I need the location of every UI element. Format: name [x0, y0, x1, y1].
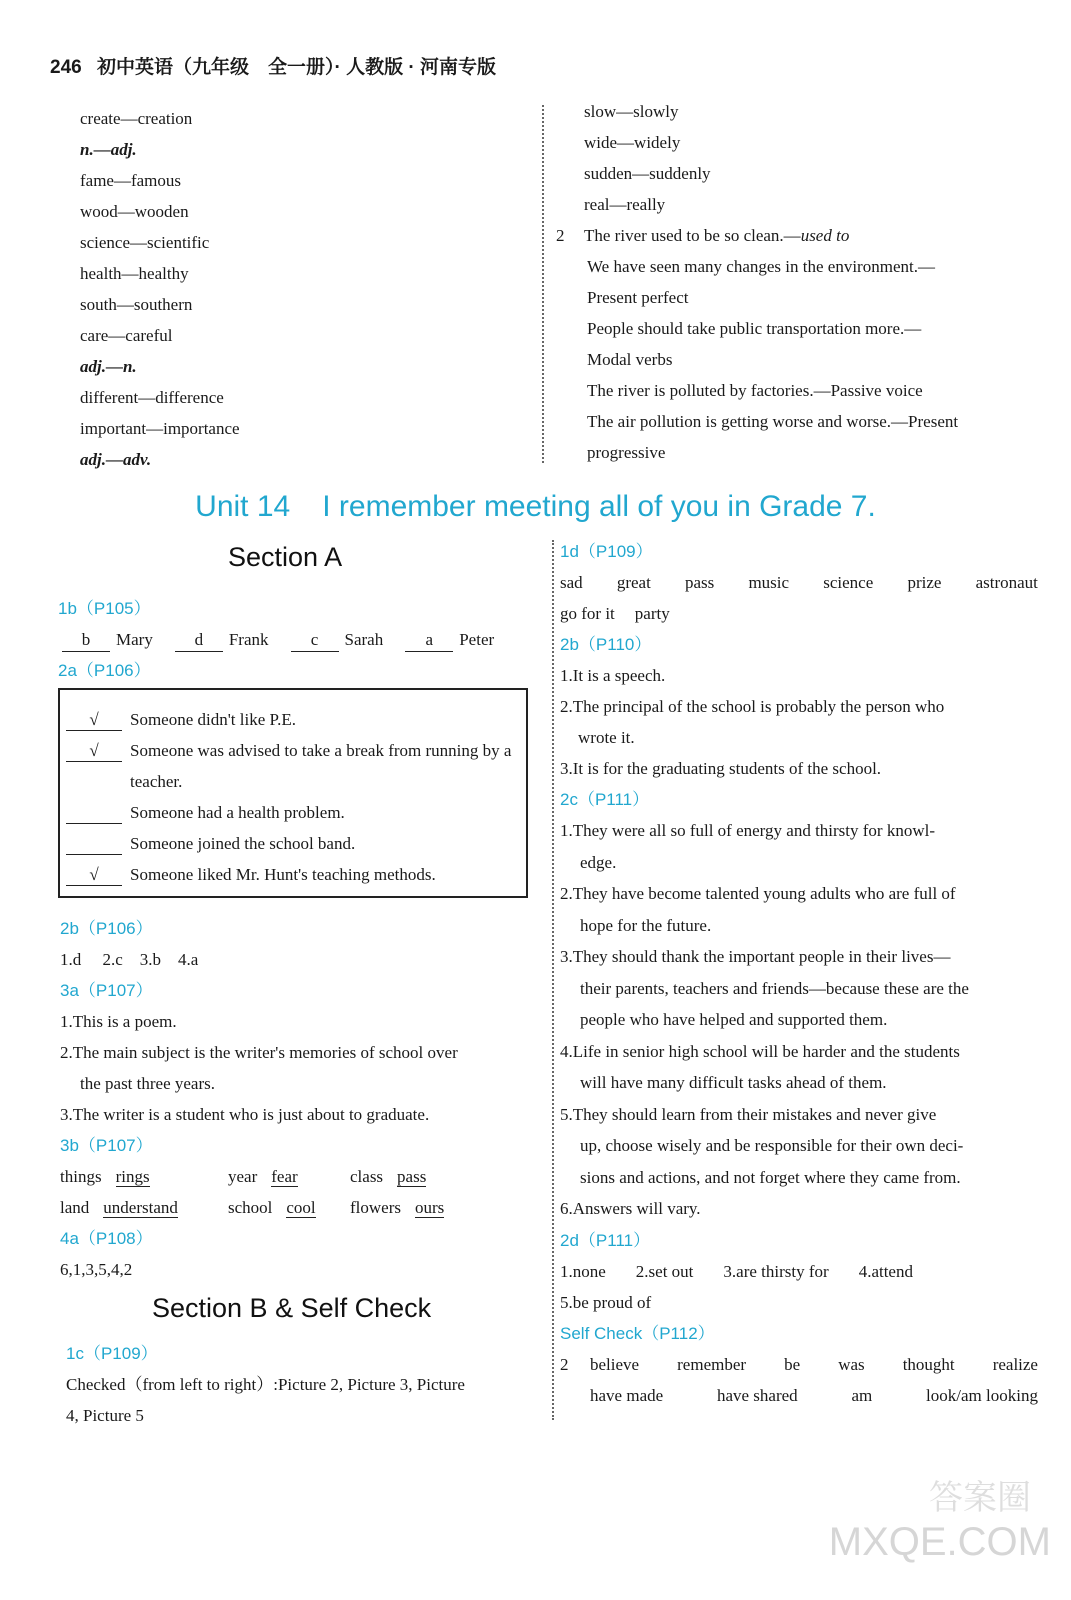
word: science	[823, 573, 874, 592]
word: sad	[560, 573, 583, 592]
sentence-line: We have seen many changes in the environment.—	[587, 257, 935, 276]
answer-pair-1b	[62, 624, 153, 655]
person-name: Sarah	[344, 630, 384, 649]
answer-blank: b	[62, 629, 110, 652]
sentence-text: The river used to be so clean.—	[584, 226, 801, 245]
self-check-row1	[560, 1349, 1038, 1380]
word-pair: wide—widely	[584, 133, 681, 152]
answer: 1.none	[560, 1261, 606, 1281]
label-3b: 3b（P107）	[60, 1136, 153, 1155]
word: music	[748, 573, 790, 592]
section-b-left	[66, 1338, 546, 1431]
word: go for it	[560, 604, 615, 623]
part-of-speech-heading: adj.—n.	[80, 357, 137, 376]
answer-line: will have many difficult tasks ahead of them.	[580, 1073, 887, 1092]
rhyme-pair	[228, 1161, 350, 1192]
word: astronaut	[975, 573, 1038, 592]
self-check-row2	[560, 1380, 1038, 1411]
rhyme-word: understand	[103, 1198, 178, 1217]
word: year	[228, 1167, 258, 1186]
sentence-line: The air pollution is getting worse and worse.—Present	[587, 412, 959, 431]
answers-1d-row2	[560, 598, 1038, 629]
answer-line: 4, Picture 5	[66, 1406, 144, 1425]
check-mark: √	[66, 704, 122, 731]
answer-blank: c	[291, 629, 339, 652]
answer-line: 3.It is for the graduating students of the school.	[560, 759, 882, 778]
answer: 3.are thirsty for	[723, 1261, 829, 1281]
answer-line: 6.Answers will vary.	[560, 1199, 701, 1218]
rhyme-row	[60, 1192, 540, 1223]
checklist-text: Someone didn't like P.E.	[130, 710, 296, 729]
word-pair: different—difference	[80, 388, 224, 407]
rhyme-pair	[350, 1161, 470, 1192]
word-pair: south—southern	[80, 295, 193, 314]
top-divider	[542, 105, 544, 463]
answer-line: 1.This is a poem.	[60, 1012, 177, 1031]
answers-2b-right	[560, 660, 1038, 784]
checklist-text: Someone was advised to take a break from running by a teacher.	[130, 741, 512, 791]
answer-line: 2.The principal of the school is probably the person who	[560, 697, 945, 716]
right-column	[560, 536, 1038, 1411]
top-left-word-list	[80, 103, 240, 475]
sentence-line: People should take public transportation more.—	[587, 319, 922, 338]
label-1c: 1c（P109）	[66, 1344, 158, 1363]
answers-2d-row2: 5.be proud of	[560, 1292, 652, 1312]
item-number: 2	[556, 226, 565, 245]
item-2-first-line	[556, 220, 1036, 251]
checklist-row	[60, 735, 526, 797]
answer-line: edge.	[580, 852, 617, 872]
person-name: Mary	[116, 630, 153, 649]
answer-line: 1.It is a speech.	[560, 666, 666, 685]
answer-line: 2.The main subject is the writer's memories of school over	[60, 1043, 458, 1062]
unit-title	[0, 490, 1071, 524]
check-mark	[66, 797, 122, 824]
label-self-check: Self Check（P112）	[560, 1323, 715, 1343]
word-pair: wood—wooden	[80, 202, 189, 221]
verb-form: realize	[992, 1354, 1038, 1374]
answer-blank: d	[175, 629, 223, 652]
checklist-row	[60, 859, 526, 890]
answer-line: people who have helped and supported them.	[580, 1010, 888, 1029]
page-number: 246	[50, 57, 82, 78]
label-2a: 2a（P106）	[58, 661, 151, 680]
main-divider	[552, 540, 554, 1420]
rhyme-word: fear	[271, 1167, 298, 1186]
answer: 2.set out	[635, 1261, 694, 1281]
person-name: Frank	[228, 630, 269, 649]
answer-line: their parents, teachers and friends—because these are the	[580, 978, 969, 998]
verb-form: believe	[590, 1354, 640, 1374]
part-of-speech-heading: adj.—adv.	[80, 450, 152, 469]
rhyme-row	[60, 1161, 540, 1192]
verb-form: be	[784, 1354, 801, 1374]
verb-form: was	[838, 1354, 865, 1374]
answers-3a	[60, 1006, 540, 1130]
label-2c: 2c（P111）	[560, 790, 650, 809]
checklist-box-2a	[58, 688, 528, 898]
word-pair: fame—famous	[80, 171, 182, 190]
top-right-list	[556, 96, 1036, 468]
rhyme-word: pass	[397, 1167, 427, 1186]
answers-2b: 1.d 2.c 3.b 4.a	[60, 950, 199, 969]
checklist-text: Someone liked Mr. Hunt's teaching methods.	[130, 865, 436, 884]
word: land	[60, 1198, 90, 1217]
section-a-left-lower	[60, 913, 540, 1285]
answer-pair-1b	[175, 624, 269, 655]
sentence-line: Modal verbs	[587, 350, 673, 369]
word: flowers	[350, 1198, 401, 1217]
section-b-title: Section B & Self Check	[152, 1293, 432, 1323]
verb-form: remember	[677, 1354, 747, 1374]
label-4a: 4a（P108）	[60, 1229, 153, 1248]
word: pass	[685, 573, 715, 592]
check-mark: √	[66, 859, 122, 886]
word-pair: slow—slowly	[584, 102, 679, 121]
person-name: Peter	[459, 630, 495, 649]
answer-pair-1b	[405, 624, 494, 655]
rhyme-word: cool	[286, 1198, 316, 1217]
answer: 4.attend	[858, 1261, 913, 1281]
word: party	[634, 604, 670, 623]
word: things	[60, 1167, 102, 1186]
label-1d: 1d（P109）	[560, 542, 653, 561]
answers-2c	[560, 815, 1038, 1225]
unit-number: Unit 14	[195, 490, 291, 523]
answers-1c	[66, 1369, 546, 1431]
label-3a: 3a（P107）	[60, 981, 153, 1000]
checklist-row	[60, 797, 526, 828]
label-2b: 2b（P106）	[60, 919, 153, 938]
rhyme-word: ours	[414, 1198, 445, 1217]
label-2b-right: 2b（P110）	[560, 635, 652, 654]
part-of-speech-heading: n.—adj.	[80, 140, 137, 159]
answer-line: 4.Life in senior high school will be harder and the students	[560, 1041, 960, 1061]
word-pair: real—really	[584, 195, 666, 214]
word-pair: health—healthy	[80, 264, 189, 283]
answer-line: hope for the future.	[580, 915, 712, 935]
answer-line: 3.They should thank the important people in their lives—	[560, 947, 951, 966]
answer-line: Checked（from left to right）:Picture 2, Picture 3, Picture	[66, 1375, 465, 1394]
label-2d: 2d（P111）	[560, 1230, 651, 1250]
verb-form: am	[851, 1385, 873, 1405]
answer-line: up, choose wisely and be responsible for their own deci-	[580, 1136, 964, 1155]
page-header	[50, 52, 496, 79]
section-a-left	[58, 593, 538, 686]
checklist-text: Someone had a health problem.	[130, 803, 345, 822]
check-mark: √	[66, 735, 122, 762]
sentence-line: progressive	[587, 443, 666, 462]
word: prize	[907, 573, 942, 592]
word-pair: create—creation	[80, 109, 193, 128]
word: class	[350, 1167, 384, 1186]
answer-line: 5.They should learn from their mistakes and never give	[560, 1104, 937, 1124]
word-pair: care—careful	[80, 326, 173, 345]
word-pair: sudden—suddenly	[584, 164, 711, 183]
answers-3b	[60, 1161, 540, 1223]
word: great	[616, 573, 651, 592]
unit-name: I remember meeting all of you in Grade 7.	[322, 490, 876, 523]
sentence-line: The river is polluted by factories.—Passive voice	[587, 381, 923, 400]
answer-pair-1b	[291, 624, 384, 655]
rhyme-pair	[60, 1161, 228, 1192]
answer-line: 3.The writer is a student who is just about to graduate.	[60, 1105, 430, 1124]
word: school	[228, 1198, 273, 1217]
sentence-line: Present perfect	[587, 288, 689, 307]
checklist-row	[60, 828, 526, 859]
watermark-logo: 答案圈	[929, 1479, 1031, 1517]
verb-form: have shared	[716, 1385, 798, 1405]
answer-blank: a	[405, 629, 453, 652]
answer-line: wrote it.	[578, 728, 635, 747]
check-mark	[66, 828, 122, 855]
word-pair: science—scientific	[80, 233, 210, 252]
answers-1b	[58, 624, 538, 655]
answer-line: sions and actions, and not forget where they came from.	[580, 1167, 961, 1187]
verb-form: look/am looking	[926, 1385, 1038, 1405]
book-title: 初中英语（九年级 全一册）· 人教版 · 河南专版	[96, 57, 496, 78]
section-a-title: Section A	[228, 542, 343, 572]
rhyme-pair	[350, 1192, 470, 1223]
watermark-url: MXQE.COM	[828, 1520, 1051, 1564]
answer-line: 1.They were all so full of energy and thirsty for knowl-	[560, 821, 936, 840]
checklist-row	[60, 704, 526, 735]
label-1b: 1b（P105）	[58, 599, 151, 618]
self-check-number: 2	[560, 1354, 569, 1374]
grammar-tag: used to	[800, 226, 850, 245]
verb-form: have made	[590, 1385, 664, 1405]
answers-1d-row1	[560, 567, 1038, 598]
word-pair: important—importance	[80, 419, 240, 438]
answer-line: 2.They have become talented young adults who are full of	[560, 884, 956, 903]
rhyme-pair	[228, 1192, 350, 1223]
answers-2d-row1	[560, 1256, 1038, 1287]
rhyme-word: rings	[115, 1167, 150, 1186]
rhyme-pair	[60, 1192, 228, 1223]
answers-4a: 6,1,3,5,4,2	[60, 1260, 133, 1279]
answer-line: the past three years.	[80, 1074, 215, 1093]
checklist-text: Someone joined the school band.	[130, 834, 356, 853]
verb-form: thought	[902, 1354, 955, 1374]
